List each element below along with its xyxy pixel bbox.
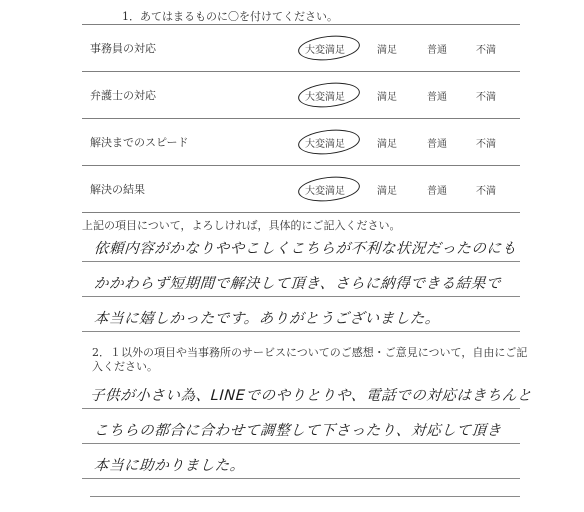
row-label: 弁護士の対応 <box>90 89 156 102</box>
option-satisfied[interactable]: 満足 <box>377 45 397 56</box>
handwritten-text: 本当に嬉しかったです。ありがとうございました。 <box>93 311 441 327</box>
option-very-satisfied[interactable]: 大変満足 <box>305 186 345 197</box>
option-satisfied[interactable]: 満足 <box>377 186 397 197</box>
option-average[interactable]: 普通 <box>427 92 447 103</box>
table-row <box>82 25 520 72</box>
handwritten-text: かかわらず短期間で解決して頂き、さらに納得できる結果で <box>93 276 502 292</box>
handwritten-text: こちらの都合に合わせて調整して下さったり、対応して頂き <box>93 423 503 439</box>
question-1-title: 1．あてはまるものに〇を付けてください。 <box>122 10 338 23</box>
comment-prompt: 上記の項目について，よろしければ，具体的にご記入ください。 <box>82 219 401 232</box>
option-very-satisfied[interactable]: 大変満足 <box>305 92 345 103</box>
table-row <box>82 72 520 119</box>
handwritten-line <box>82 227 520 262</box>
option-dissatisfied[interactable]: 不満 <box>476 186 496 197</box>
handwritten-text: 依頼内容がかなりややこしくこちらが不利な状況だったのにも <box>93 241 518 257</box>
row-label: 解決の結果 <box>90 183 145 196</box>
option-satisfied[interactable]: 満足 <box>377 92 397 103</box>
table-row <box>82 119 520 166</box>
comment-area-2[interactable] <box>82 374 533 479</box>
option-dissatisfied[interactable]: 不満 <box>476 139 496 150</box>
option-average[interactable]: 普通 <box>427 45 447 56</box>
option-dissatisfied[interactable]: 不満 <box>476 45 496 56</box>
handwritten-line <box>82 374 533 409</box>
comment-area-1[interactable] <box>82 227 520 332</box>
option-average[interactable]: 普通 <box>427 186 447 197</box>
option-dissatisfied[interactable]: 不満 <box>476 92 496 103</box>
option-satisfied[interactable]: 満足 <box>377 139 397 150</box>
satisfaction-table <box>82 24 520 213</box>
handwritten-line <box>82 409 520 444</box>
table-row <box>82 166 520 213</box>
option-very-satisfied[interactable]: 大変満足 <box>305 45 345 56</box>
handwritten-line <box>82 297 520 332</box>
row-label: 解決までのスピード <box>90 136 189 149</box>
row-label: 事務員の対応 <box>90 42 156 55</box>
handwritten-text: 子供が小さい為、LINEでのやりとりや、電話での対応はきちんと <box>89 388 533 404</box>
blank-writing-line[interactable] <box>90 496 520 497</box>
option-average[interactable]: 普通 <box>427 139 447 150</box>
handwritten-text: 本当に助かりました。 <box>93 458 246 474</box>
handwritten-line <box>82 262 520 297</box>
question-2-title: 2．１以外の項目や当事務所のサービスについてのご感想・ご意見について，自由にご記入ください。 <box>92 346 528 373</box>
option-very-satisfied[interactable]: 大変満足 <box>305 139 345 150</box>
handwritten-line <box>82 444 520 479</box>
